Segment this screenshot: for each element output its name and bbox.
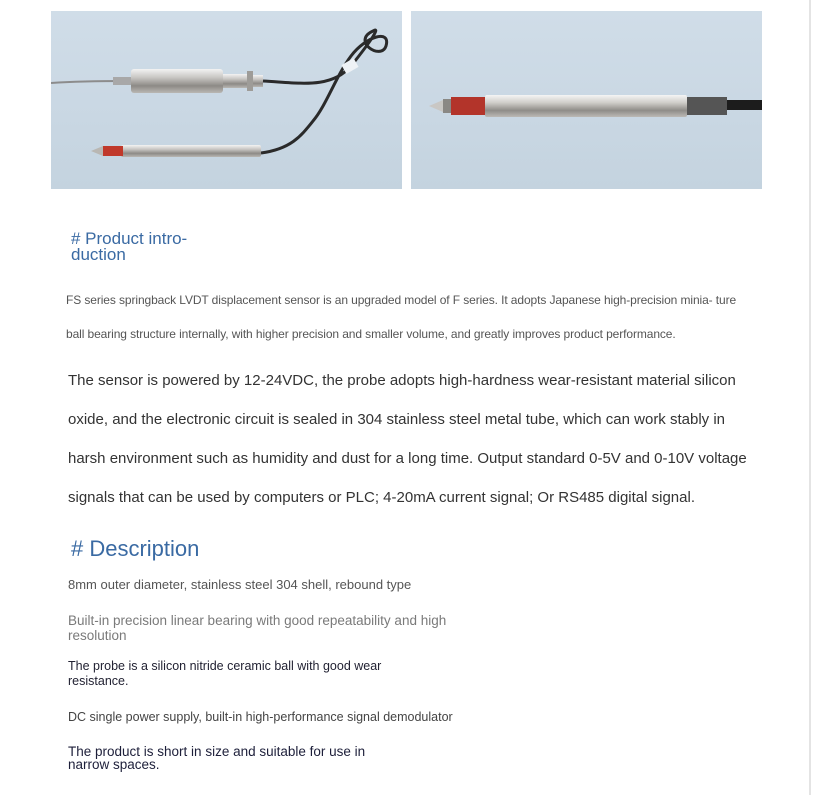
sensor-with-cable-photo — [51, 11, 402, 189]
page-edge-rule — [809, 0, 811, 795]
description-heading: # Description — [71, 536, 200, 561]
lvdt-probe-illustration — [411, 11, 762, 189]
description-item: Built-in precision linear bearing with good repeatability and high resolution — [68, 613, 447, 643]
description-item: The product is short in size and suitable for use in narrow spaces. — [68, 744, 366, 772]
description-item: 8mm outer diameter, stainless steel 304 shell, rebound type — [68, 577, 412, 592]
lvdt-sensor-illustration — [51, 11, 402, 189]
sensor-probe-closeup-photo — [411, 11, 762, 189]
description-item: The probe is a silicon nitride ceramic ball with good wear resistance. — [68, 659, 382, 688]
intro-paragraph-details: The sensor is powered by 12-24VDC, the probe adopts high-hardness wear-resistant material silicon oxide, and the electronic circuit is sealed in 304 stainless steel metal tube, which can work stably in harsh environment such as humidity and dust for a long time. Output standard 0-5V and 0-10V voltage signals that can be used by computers or PLC; 4-20mA current signal; Or RS485 digital signal. — [68, 372, 747, 506]
photo-divider — [402, 11, 411, 189]
product-introduction-heading: # Product intro- duction — [71, 229, 188, 264]
description-item: DC single power supply, built-in high-performance signal demodulator — [68, 710, 453, 724]
intro-paragraph-summary: FS series springback LVDT displacement sensor is an upgraded model of F series. It adopts Japanese high-precision minia- ture ball bearing structure internally, with higher precision and smaller volume, and greatly improves product performance. — [66, 293, 737, 341]
